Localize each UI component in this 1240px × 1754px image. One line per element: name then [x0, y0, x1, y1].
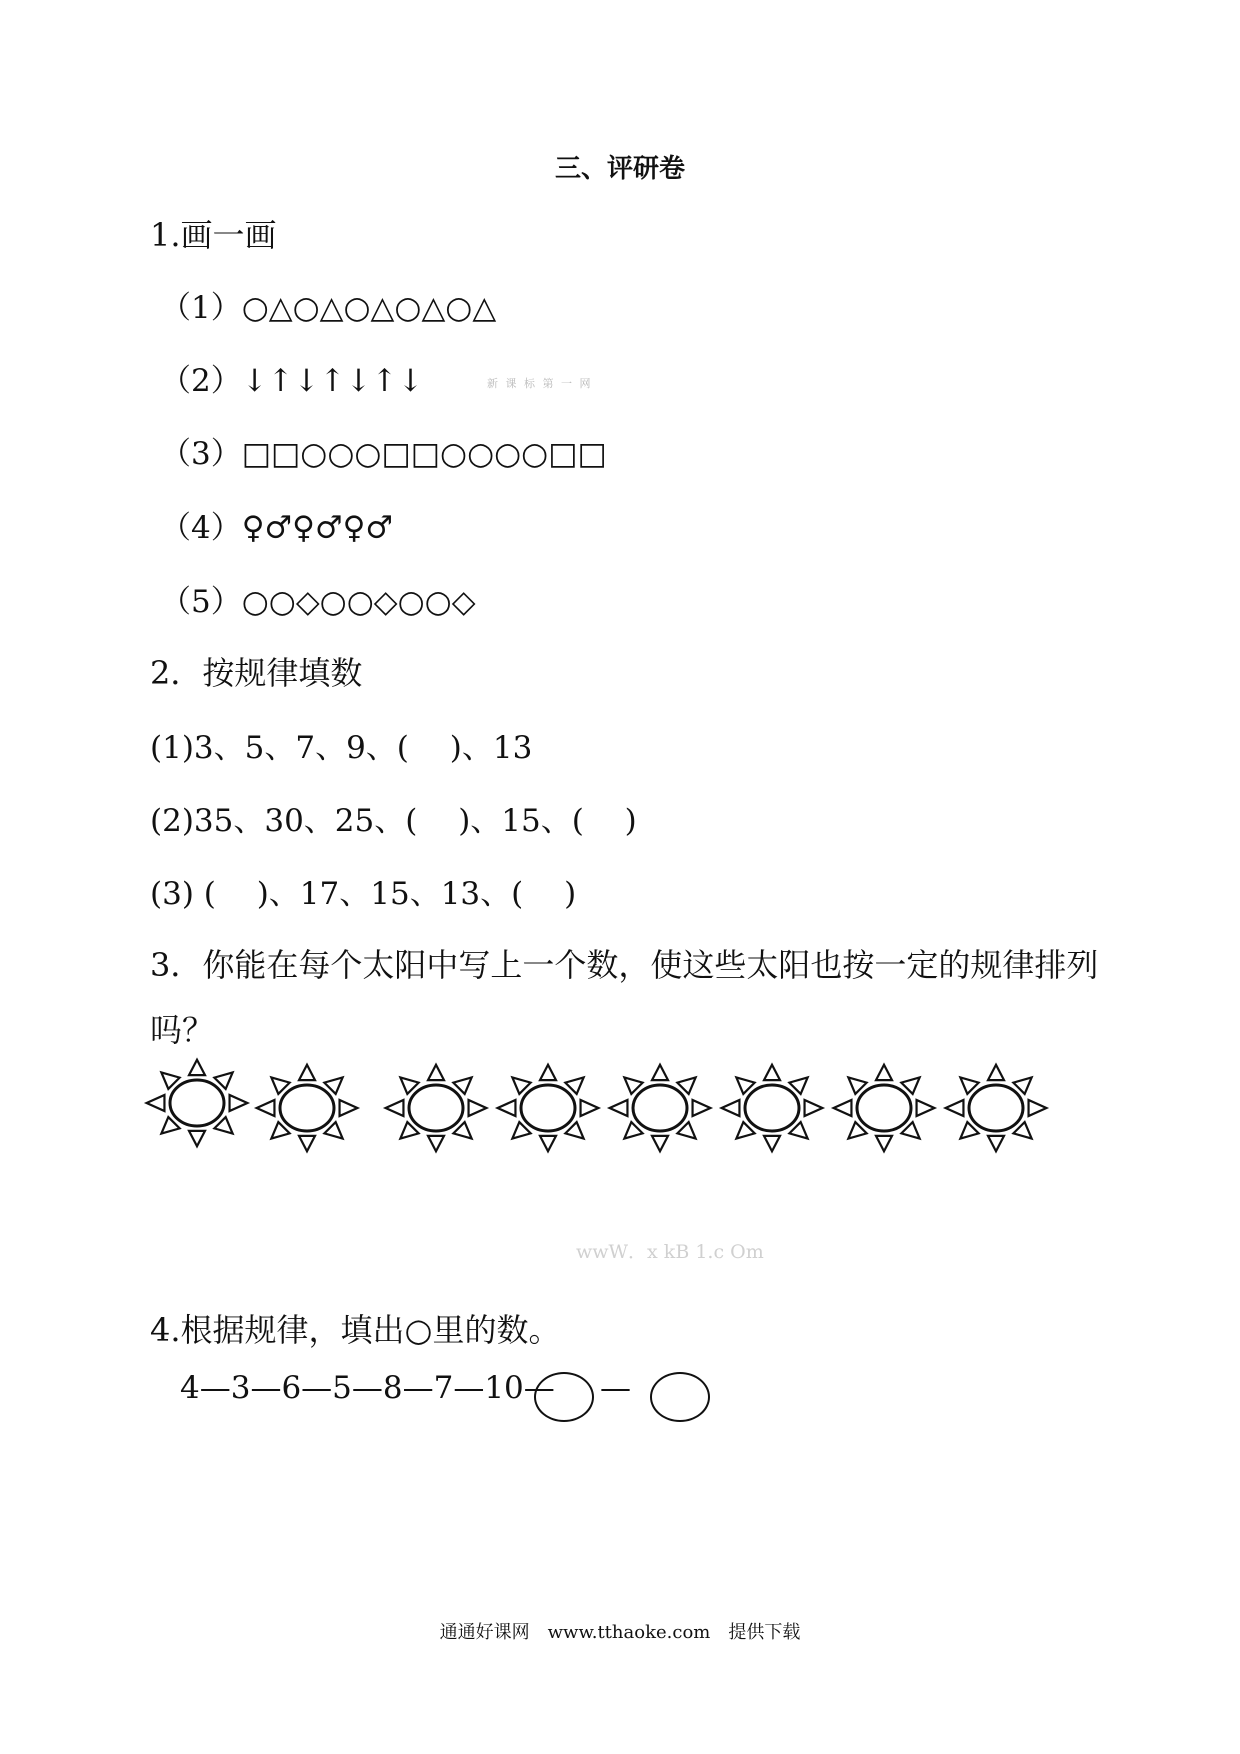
page-title: 三、评研卷 — [554, 154, 685, 184]
q1-item-3: （3）□□○○○□□○○○○□□ — [160, 436, 607, 472]
q2-item-1: (1)3、5、7、9、( )、13 — [150, 730, 533, 766]
watermark-mid: wwW．x kB 1.c Om — [576, 1241, 764, 1263]
q3-heading-line1: 3．你能在每个太阳中写上一个数，使这些太阳也按一定的规律排列 — [150, 946, 1099, 984]
q1-item-4: （4）♀♂♀♂♀♂ — [160, 510, 394, 546]
sun-icon[interactable] — [147, 1060, 248, 1146]
q3-heading-line2: 吗？ — [150, 1011, 215, 1049]
sun-icon[interactable] — [834, 1065, 935, 1151]
q4-blank-circle-1[interactable] — [534, 1372, 594, 1422]
q4-heading: 4.根据规律，填出○里的数。 — [150, 1311, 561, 1349]
q4-sequence: 4—3—6—5—8—7—10— — [180, 1370, 555, 1406]
sun-icon[interactable] — [257, 1065, 358, 1151]
sun-icon[interactable] — [386, 1065, 487, 1151]
q2-item-2: (2)35、30、25、( )、15、( ) — [150, 803, 637, 839]
q2-heading: 2．按规律填数 — [150, 654, 363, 692]
q4-connector: — — [600, 1370, 631, 1406]
sun-icon[interactable] — [498, 1065, 599, 1151]
q1-item-2: （2）↓↑↓↑↓↑↓ — [160, 363, 424, 399]
sun-icon[interactable] — [610, 1065, 711, 1151]
q4-blank-circle-2[interactable] — [650, 1372, 710, 1422]
q1-item-5: （5）○○◇○○◇○○◇ — [160, 584, 476, 620]
q2-item-3: (3) ( )、17、15、13、( ) — [150, 876, 577, 912]
q1-item-1: （1）○△○△○△○△○△ — [160, 290, 497, 326]
sun-icon[interactable] — [722, 1065, 823, 1151]
footer: 通通好课网 www.tthaoke.com 提供下载 — [439, 1622, 801, 1643]
watermark-top: 新 课 标 第 一 网 — [487, 377, 593, 390]
sun-icon[interactable] — [946, 1065, 1047, 1151]
q1-heading: 1.画一画 — [150, 216, 277, 254]
